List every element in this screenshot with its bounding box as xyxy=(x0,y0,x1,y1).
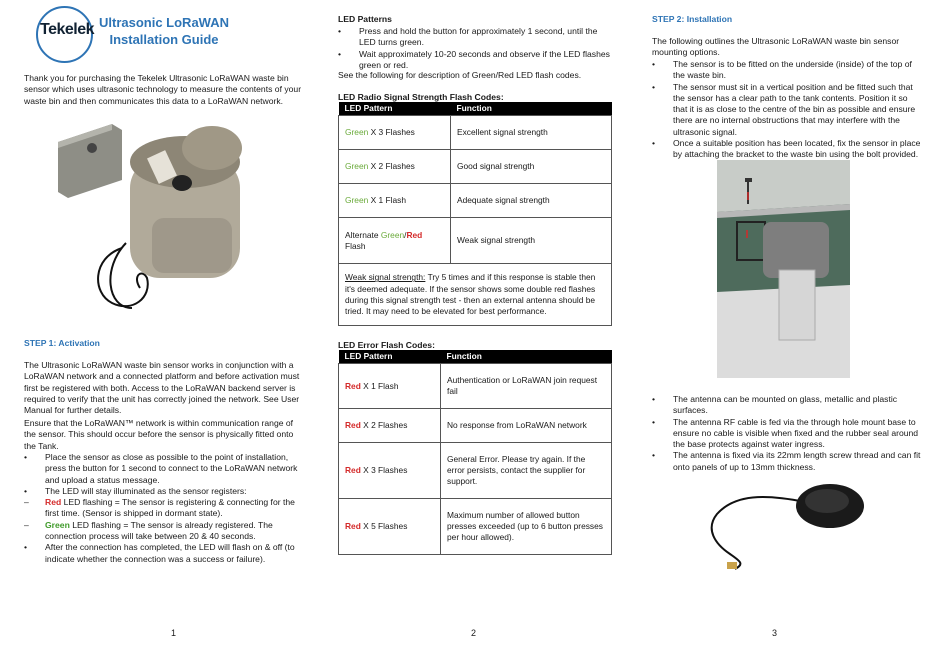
table-row: Red X 3 Flashes General Error. Please try again. If the error persists, contact the supplier for support. xyxy=(339,443,612,499)
signal-heading: LED Radio Signal Strength Flash Codes: xyxy=(338,92,504,102)
signal-table xyxy=(338,102,612,326)
list-item: • Wait approximately 10-20 seconds and observe if the LED flashes green or red. xyxy=(338,48,610,70)
antenna-list xyxy=(652,394,924,473)
led-patterns-list xyxy=(338,26,613,71)
step2-heading: STEP 2: Installation xyxy=(652,14,733,24)
list-item: • The sensor is to be fitted on the underside (inside) of the top of the waste bin. xyxy=(652,59,912,81)
step2-paragraph: The following outlines the Ultrasonic LoRaWAN waste bin sensor mounting options. xyxy=(652,36,900,58)
step1-paragraph: The Ultrasonic LoRaWAN waste bin sensor works in conjunction with a LoRaWAN network and a connected platform and before activation must first be registered with both. Access to the LoRaWAN backend server is required to verify that the unit has correctly joined the network. See User Manual for further details. xyxy=(24,360,300,416)
table-row: Green X 1 Flash Adequate signal strength xyxy=(339,184,612,218)
list-item: • Place the sensor as close as possible to the point of installation, press the button for 1 second to connect to the LoRaWAN network and upload a status message. xyxy=(24,452,298,485)
led-patterns-note: See the following for description of Green/Red LED flash codes. xyxy=(338,70,582,80)
step1-list xyxy=(24,452,306,565)
title-line-1: Ultrasonic LoRaWAN xyxy=(98,15,229,30)
table-header-row xyxy=(339,102,612,116)
step2-list xyxy=(652,59,924,161)
list-item: – Green LED flashing = The sensor is already registered. The connection process will take between 20 & 40 seconds. xyxy=(24,519,273,542)
column-header: LED Pattern xyxy=(339,102,451,116)
connector-icon xyxy=(727,562,737,569)
step1-heading: STEP 1: Activation xyxy=(24,338,100,348)
sensor-tube xyxy=(779,270,815,340)
list-item: • The sensor must sit in a vertical position and be fitted such that the sensor has a clear path to the tank contents. Position it so that it is as close to the centre of the bin as possible and ensure there are no internal obstructions that may interfere with the ultrasonic signal. xyxy=(652,81,916,137)
column-header: LED Pattern xyxy=(339,350,441,364)
sensor-image xyxy=(52,118,257,313)
title-line-2: Installation Guide xyxy=(109,32,219,47)
document-title xyxy=(96,14,232,48)
errors-table xyxy=(338,350,612,555)
intro-text: Thank you for purchasing the Tekelek Ultrasonic LoRaWAN waste bin sensor which uses ultrasonic technology to measure the contents of your waste bin and then communicates this data to a LoRaWAN network. xyxy=(24,73,302,106)
list-item: • The antenna RF cable is fed via the through hole mount base to ensure no cable is visible when fixed and the rubber seal around the base protects against water ingress. xyxy=(652,416,919,450)
page-number: 3 xyxy=(772,628,778,638)
antenna-image xyxy=(705,474,865,574)
column-header: Function xyxy=(441,350,612,364)
button-icon xyxy=(172,175,192,191)
table-row: Green X 3 Flashes Excellent signal strength xyxy=(339,116,612,150)
page-number: 2 xyxy=(471,628,477,638)
tekelek-logo xyxy=(36,6,93,63)
page-number: 1 xyxy=(171,628,177,638)
table-header-row xyxy=(339,350,612,364)
step1-paragraph-2: Ensure that the LoRaWAN™ network is within communication range of the sensor. This should occur before the sensor is physically fitted onto the Tank. xyxy=(24,418,294,451)
list-item: – Red LED flashing = The sensor is registering & connecting for the first time. (Sensor is shipped in dormant state). xyxy=(24,497,295,519)
table-row: Red X 2 Flashes No response from LoRaWAN network xyxy=(339,409,612,443)
column-header: Function xyxy=(451,102,612,116)
table-row: Red X 5 Flashes Maximum number of allowed button presses exceeded (up to 6 button presses per hour allowed). xyxy=(339,499,612,555)
list-item: • The antenna is fixed via its 22mm length screw thread and can fit onto panels of up to 13mm thickness. xyxy=(652,450,921,472)
list-item: • The antenna can be mounted on glass, metallic and plastic surfaces. xyxy=(652,394,898,416)
logo-text: Tekelek xyxy=(40,21,95,38)
table-row: Weak signal strength: Try 5 times and if this response is stable then it's deemed adequate. If the sensor shows some double red flashes during this signal strength test - then an external antenna should be tried. It may need to be elevated for best performance. xyxy=(339,264,612,326)
list-item: • Once a suitable position has been located, fix the sensor in place by attaching the bracket to the waste bin using the bolt provided. xyxy=(652,138,921,160)
installation-diagram xyxy=(717,160,850,378)
table-row: Red X 1 Flash Authentication or LoRaWAN join request fail xyxy=(339,364,612,409)
table-row: Alternate Green/Red Flash Weak signal strength xyxy=(339,218,612,264)
list-item: • After the connection has completed, the LED will flash on & off (to indicate whether the connection was a success or failure). xyxy=(24,542,295,564)
list-item: • The LED will stay illuminated as the sensor registers: xyxy=(24,485,247,496)
table-row: Green X 2 Flashes Good signal strength xyxy=(339,150,612,184)
list-item: • Press and hold the button for approximately 1 second, until the LED turns green. xyxy=(338,26,598,48)
errors-heading: LED Error Flash Codes: xyxy=(338,340,435,350)
led-patterns-heading: LED Patterns xyxy=(338,14,392,24)
